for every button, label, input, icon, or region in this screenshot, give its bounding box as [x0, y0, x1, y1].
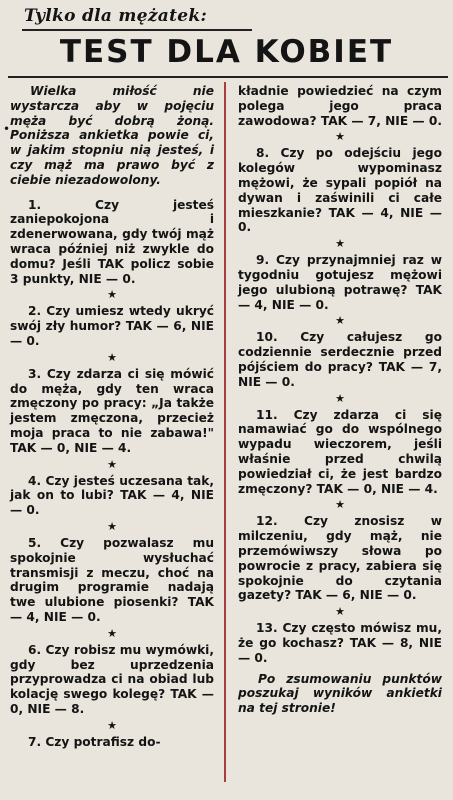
- column-divider: [224, 82, 226, 782]
- star-separator: ★: [335, 391, 345, 405]
- star-separator: ★: [107, 626, 117, 640]
- star-separator: ★: [107, 519, 117, 533]
- kicker-underline: [22, 29, 252, 31]
- question-1: 1. Czy jesteś zaniepokojona i zdenerwowana, gdy twój mąż wraca później niż zwykle do domu? Jeśli TAK policz sobie 3 punkty, NIE — 0.: [10, 197, 214, 286]
- article-title: TEST DLA KOBIET: [59, 34, 394, 70]
- question-4: 4. Czy jesteś uczesana tak, jak on to lubi? TAK — 4, NIE — 0.: [10, 473, 214, 518]
- right-column: [238, 84, 442, 716]
- question-7-continued: kładnie powiedzieć na czym polega jego praca zawodowa? TAK — 7, NIE — 0.: [238, 84, 442, 128]
- question-10: 10. Czy całujesz go codziennie serdecznie przed pójściem do pracy? TAK — 7, NIE — 0.: [238, 330, 442, 389]
- question-12: 12. Czy znosisz w milczeniu, gdy mąż, nie przemówiwszy słowa po powrocie z pracy, zabiera się spokojnie do czytania gazety? TAK — 6, NIE — 0.: [238, 514, 442, 603]
- question-5: 5. Czy pozwalasz mu spokojnie wysłuchać transmisji z meczu, choć na drugim programie nadają twe ulubione piosenki? TAK — 4, NIE — 0.: [10, 535, 214, 624]
- star-separator: ★: [335, 130, 345, 144]
- star-separator: ★: [335, 605, 345, 619]
- question-6: 6. Czy robisz mu wymówki, gdy bez uprzedzenia przyprowadza ci na obiad lub kolację swego kolegę? TAK — 0, NIE — 8.: [10, 642, 214, 716]
- margin-bullet: •: [3, 122, 11, 136]
- question-3: 3. Czy zdarza ci się mówić do męża, gdy ten wraca zmęczony po pracy: „Ja także jestem zmęczona, przecież moja praca to nie zabawa!" TAK — 0, NIE — 4.: [10, 366, 214, 455]
- question-8: 8. Czy po odejściu jego kolegów wypominasz mężowi, że sypali popiół na dywan i zaświnili ci całe mieszkanie? TAK — 4, NIE — 0.: [238, 146, 442, 235]
- star-separator: ★: [107, 718, 117, 732]
- star-separator: ★: [107, 288, 117, 302]
- star-separator: ★: [335, 498, 345, 512]
- outro-paragraph: Po zsumowaniu punktów poszukaj wyników ankietki na tej stronie!: [238, 671, 442, 716]
- star-separator: ★: [335, 314, 345, 328]
- left-column: [10, 84, 214, 749]
- question-9: 9. Czy przynajmniej raz w tygodniu gotujesz mężowi jego ulubioną potrawę? TAK — 4, NIE — 0.: [238, 253, 442, 312]
- section-kicker: Tylko dla mężatek:: [24, 6, 208, 26]
- intro-paragraph: Wielka miłość nie wystarcza aby w pojęciu męża być dobrą żoną. Poniższa ankietka powie ci, w jakim stopniu nią jesteś, i czy mąż ma prawo być z ciebie niezadowolony.: [10, 84, 214, 187]
- question-13: 13. Czy często mówisz mu, że go kochasz? TAK — 8, NIE — 0.: [238, 621, 442, 665]
- question-7-start: 7. Czy potrafisz do-: [28, 734, 161, 749]
- question-11: 11. Czy zdarza ci się namawiać go do wspólnego wypadu wieczorem, jeśli właśnie przed chwilą powiedział ci, że jest bardzo zmęczony? TAK — 0, NIE — 4.: [238, 407, 442, 496]
- star-separator: ★: [335, 237, 345, 251]
- star-separator: ★: [107, 457, 117, 471]
- question-2: 2. Czy umiesz wtedy ukryć swój zły humor? TAK — 6, NIE — 0.: [10, 304, 214, 348]
- star-separator: ★: [107, 350, 117, 364]
- title-rule: [8, 76, 448, 78]
